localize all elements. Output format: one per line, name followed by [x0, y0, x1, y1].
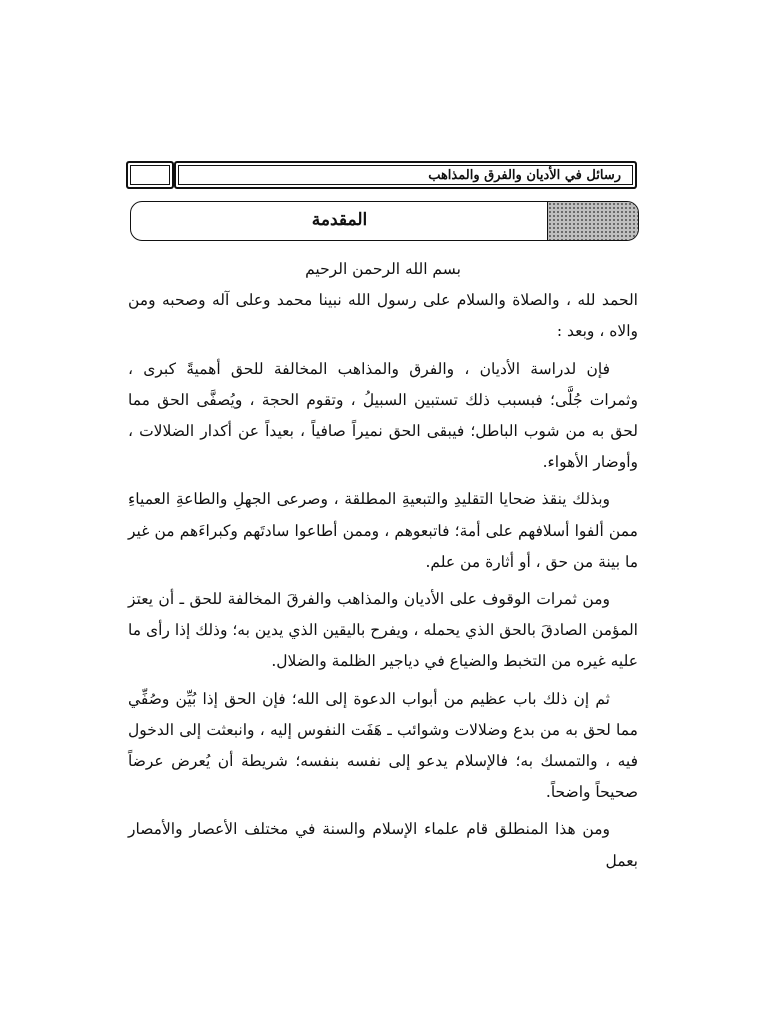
running-title-box: [174, 161, 637, 189]
running-title: رسائل في الأديان والفرق والمذاهب: [428, 168, 621, 183]
paragraph: ومن هذا المنطلق قام علماء الإسلام والسنة في مختلف الأعصار والأمصار بعمل: [128, 820, 638, 870]
banner-ornament: [547, 202, 638, 240]
page-number-box: [126, 161, 174, 189]
running-header: [126, 161, 637, 189]
paragraph: وبذلك ينقذ ضحايا التقليدِ والتبعيةِ المطلقة ، وصرعى الجهلِ والطاعةِ العمياءِ ممن ألفوا أسلافهم على أمة؛ فاتبعوهم ، وممن أطاعوا سادتَهم وكبراءَهم من غير ما بينة من حق ، أو أثارة من علم.: [128, 490, 638, 571]
basmala: بسم الله الرحمن الرحيم: [305, 260, 461, 278]
paragraph: الحمد لله ، والصلاة والسلام على رسول الله نبينا محمد وعلى آله وصحبه ومن والاه ، وبعد :: [128, 291, 638, 341]
section-title-banner: [130, 201, 639, 241]
paragraph: ومن ثمرات الوقوف على الأديان والمذاهب والفرقَ المخالفة للحق ـ أن يعتز المؤمن الصادقَ بالحق الذي يحمله ، ويفرح باليقين الذي يدين به؛ وذلك إذا رأى ما عليه غيره من التخبط والضياع في دياجير الظلمة والضلال.: [128, 590, 638, 671]
section-title: المقدمة: [311, 210, 368, 230]
paragraph: فإن لدراسة الأديان ، والفرق والمذاهب المخالفة للحق أهميةً كبرى ، وثمرات جُلَّى؛ فبسبب ذلك تستبين السبيلُ ، وتقوم الحجة ، ويُصفَّى الحق مما لحق به من شوب الباطل؛ فيبقى الحق نميراً صافياً ، بعيداً عن أكدار الضلالات ، وأوضار الأهواء.: [128, 359, 638, 472]
document-body: [128, 254, 638, 883]
paragraph: ثم إن ذلك باب عظيم من أبواب الدعوة إلى الله؛ فإن الحق إذا بُيِّن وصُفِّي مما لحق به من بدع وضلالات وشوائب ـ هَفَت النفوس إليه ، وانبعثت إلى الدخول فيه ، والتمسك به؛ فالإسلام يدعو إلى نفسه بنفسه؛ شريطة أن يُعرض عرضاً صحيحاً واضحاً.: [128, 689, 638, 802]
